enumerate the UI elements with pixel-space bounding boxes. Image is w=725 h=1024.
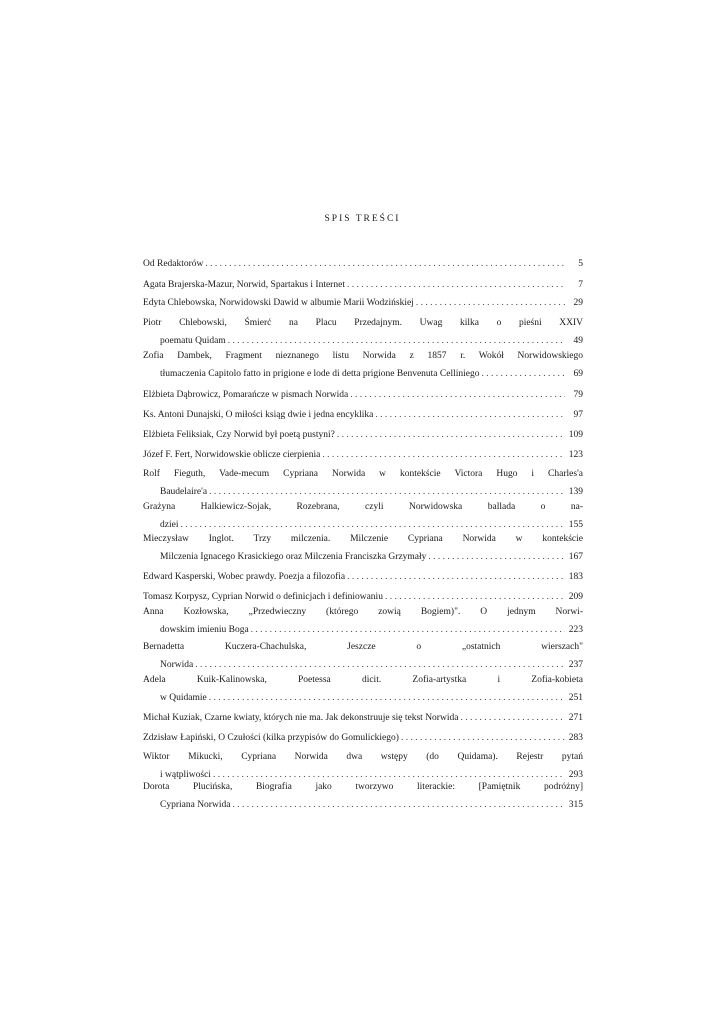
page-number: 139	[568, 487, 583, 497]
leader-dots	[230, 796, 565, 814]
entry-text-cont: tłumaczenia Capitolo fatto in prigione e lode di detta prigione Benvenuta Celliniego	[160, 369, 480, 379]
leader-dots	[348, 386, 565, 404]
entry-text: Elżbieta Dąbrowicz, Pomarańcze w pismach Norwida	[143, 390, 349, 400]
leader-dots	[373, 406, 565, 424]
entry-text: Dorota Plucińska, Biografia jako tworzywo literackie: [Pamiętnik podróżny]	[143, 782, 583, 792]
leader-dots	[320, 446, 565, 464]
entry-text: Adela Kuik-Kalinowska, Poetessa dicit. Zofia-artystka i Zofia-kobieta	[143, 675, 583, 685]
entry-text: Wiktor Mikucki, Cypriana Norwida dwa wstępy (do Quidama). Rejestr pytań	[143, 752, 583, 762]
toc-entry	[143, 568, 583, 586]
page-number: 315	[568, 800, 583, 810]
entry-text: Edyta Chlebowska, Norwidowski Dawid w albumie Marii Wodzińskiej	[143, 298, 414, 308]
page-number: 155	[568, 520, 583, 530]
entry-text: Mieczysław Inglot. Trzy milczenia. Milczenie Cypriana Norwida w kontekście	[143, 534, 583, 544]
toc-entry	[143, 255, 583, 273]
toc-entry	[143, 465, 583, 501]
page-number: 109	[568, 430, 583, 440]
page-number: 183	[568, 572, 583, 582]
entry-text: Edward Kasperski, Wobec prawdy. Poezja a filozofia	[143, 572, 346, 582]
page-number: 283	[568, 733, 583, 743]
entry-text: Agata Brajerska-Mazur, Norwid, Spartakus i Internet	[143, 280, 345, 290]
entry-text-cont: Milczenia Ignacego Krasickiego oraz Milczenia Franciszka Grzymały	[160, 552, 427, 562]
entry-text-cont: Baudelaire'a	[160, 487, 208, 497]
toc-entry	[143, 276, 583, 294]
leader-dots	[335, 426, 565, 444]
toc-entry	[143, 347, 583, 383]
leader-dots	[203, 255, 565, 273]
page-number: 251	[568, 693, 583, 703]
page-number: 293	[568, 770, 583, 780]
entry-text: Ks. Antoni Dunajski, O miłości ksiąg dwie i jedna encyklika	[143, 410, 374, 420]
toc-entry	[143, 709, 583, 727]
leader-dots	[414, 294, 565, 312]
toc-entry	[143, 294, 583, 312]
page-number: 49	[573, 336, 583, 346]
page-number: 223	[568, 625, 583, 635]
entry-text-cont: Cypriana Norwida	[160, 800, 231, 810]
page-number: 123	[568, 450, 583, 460]
entry-text: Zofia Dambek, Fragment nieznanego listu Norwida z 1857 r. Wokół Norwidowskiego	[143, 351, 583, 361]
entry-text: Józef F. Fert, Norwidowskie oblicze cierpienia	[143, 450, 321, 460]
page-number: 271	[568, 713, 583, 723]
leader-dots	[345, 568, 565, 586]
entry-text: Zdzisław Łapiński, O Czułości (kilka przypisów do Gomulickiego)	[143, 733, 399, 743]
leader-dots	[426, 548, 565, 566]
toc-entry	[143, 314, 583, 350]
entry-text: Rolf Fieguth, Vade-mecum Cypriana Norwida w kontekście Victora Hugo i Charles'a	[143, 469, 583, 479]
leader-dots	[207, 689, 565, 707]
page-number: 5	[578, 259, 583, 269]
toc-entry	[143, 426, 583, 444]
entry-text: Od Redaktorów	[143, 259, 204, 269]
toc-entry	[143, 446, 583, 464]
page-number: 7	[578, 280, 583, 290]
page-number: 29	[573, 298, 583, 308]
toc-entry	[143, 603, 583, 639]
leader-dots	[458, 709, 565, 727]
leader-dots	[399, 729, 565, 747]
toc-entry	[143, 778, 583, 814]
toc-entry	[143, 638, 583, 674]
toc-entry	[143, 530, 583, 566]
toc-entry	[143, 406, 583, 424]
toc-entry	[143, 729, 583, 747]
entry-text: Tomasz Korpysz, Cyprian Norwid o definicjach i definiowaniu	[143, 592, 383, 602]
page-number: 237	[568, 660, 583, 670]
entry-text-cont: i wątpliwości	[160, 770, 211, 780]
entry-text: Piotr Chlebowski, Śmierć na Placu Przedajnym. Uwag kilka o pieśni XXIV	[143, 318, 583, 328]
page-number: 167	[568, 552, 583, 562]
entry-text: Anna Kozłowska, „Przedwieczny (którego zowią Bogiem)". O jednym Norwi-	[143, 607, 583, 617]
page-number: 97	[573, 410, 583, 420]
page-number: 69	[573, 369, 583, 379]
entry-text-cont: w Quidamie	[160, 693, 207, 703]
entry-text: Bernadetta Kuczera-Chachulska, Jeszcze o „ostatnich wierszach"	[143, 642, 583, 652]
leader-dots	[249, 621, 565, 639]
entry-text-cont: dziei	[160, 520, 179, 530]
leader-dots	[479, 365, 565, 383]
entry-text-cont: Norwida	[160, 660, 194, 670]
entry-text: Grażyna Halkiewicz-Sojak, Rozebrana, czyli Norwidowska ballada o na-	[143, 502, 583, 512]
leader-dots	[345, 276, 565, 294]
entry-text-cont: poematu Quidam	[160, 336, 226, 346]
page-number: 209	[568, 592, 583, 602]
entry-text-cont: dowskim imieniu Boga	[160, 625, 249, 635]
toc-title: SPIS TREŚCI	[324, 214, 401, 224]
entry-text: Elżbieta Feliksiak, Czy Norwid był poetą pustyni?	[143, 430, 335, 440]
toc-entry	[143, 671, 583, 707]
entry-text: Michał Kuziak, Czarne kwiaty, których nie ma. Jak dekonstruuje się tekst Norwida	[143, 713, 459, 723]
toc-entry	[143, 386, 583, 404]
toc-entry	[143, 498, 583, 534]
page-number: 79	[573, 390, 583, 400]
